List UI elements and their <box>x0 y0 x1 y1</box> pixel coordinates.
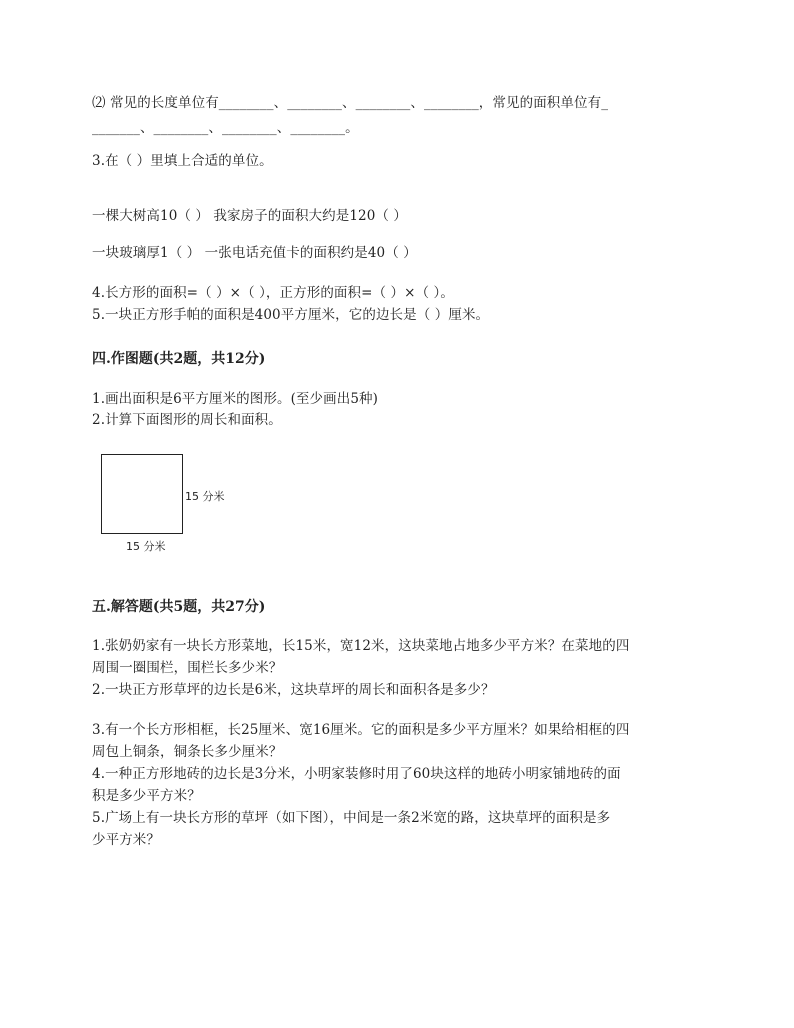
s5-q2: 2.一块正方形草坪的边长是6米，这块草坪的周长和面积各是多少？ <box>92 682 495 698</box>
q2-line-1: ⑵ 常见的长度单位有________、________、________、________，常见的面积单位有_ <box>92 95 609 111</box>
square-figure <box>101 454 183 534</box>
s5-q4-line-2: 积是多少平方米？ <box>92 788 201 804</box>
s5-q1-line-2: 周围一圈围栏，围栏长多少米？ <box>92 660 283 676</box>
s4-q1: 1.画出面积是6平方厘米的图形。(至少画出5种) <box>92 391 378 407</box>
s4-q2: 2.计算下面图形的周长和面积。 <box>92 412 282 428</box>
q5: 5.一块正方形手帕的面积是400平方厘米，它的边长是（ ）厘米。 <box>92 307 490 323</box>
q3-row-1: 一棵大树高10（ ） 我家房子的面积大约是120（ ） <box>92 208 408 224</box>
s5-q5-line-2: 少平方米？ <box>92 832 160 848</box>
q3-row-2: 一块玻璃厚1（ ） 一张电话充值卡的面积约是40（ ） <box>92 245 417 261</box>
section-5-heading: 五.解答题(共5题，共27分) <box>92 599 266 615</box>
s5-q4-line-1: 4.一种正方形地砖的边长是3分米，小明家装修时用了60块这样的地砖小明家铺地砖的面 <box>92 766 621 782</box>
figure-right-label: 15 分米 <box>185 490 225 503</box>
s5-q5-line-1: 5.广场上有一块长方形的草坪（如下图），中间是一条2米宽的路，这块草坪的面积是多 <box>92 810 611 826</box>
q2-line-2: _______、________、________、________。 <box>92 120 359 136</box>
section-4-heading: 四.作图题(共2题，共12分) <box>92 351 266 367</box>
s5-q1-line-1: 1.张奶奶家有一块长方形菜地，长15米，宽12米，这块菜地占地多少平方米？在菜地的四 <box>92 638 630 654</box>
q3-title: 3.在（ ）里填上合适的单位。 <box>92 153 273 169</box>
figure-bottom-label: 15 分米 <box>126 540 166 553</box>
s5-q3-line-2: 周包上铜条，铜条长多少厘米？ <box>92 744 283 760</box>
q4: 4.长方形的面积=（ ）×（ ），正方形的面积=（ ）×（ ）。 <box>92 285 454 301</box>
s5-q3-line-1: 3.有一个长方形相框，长25厘米、宽16厘米。它的面积是多少平方厘米？如果给相框的四 <box>92 722 630 738</box>
